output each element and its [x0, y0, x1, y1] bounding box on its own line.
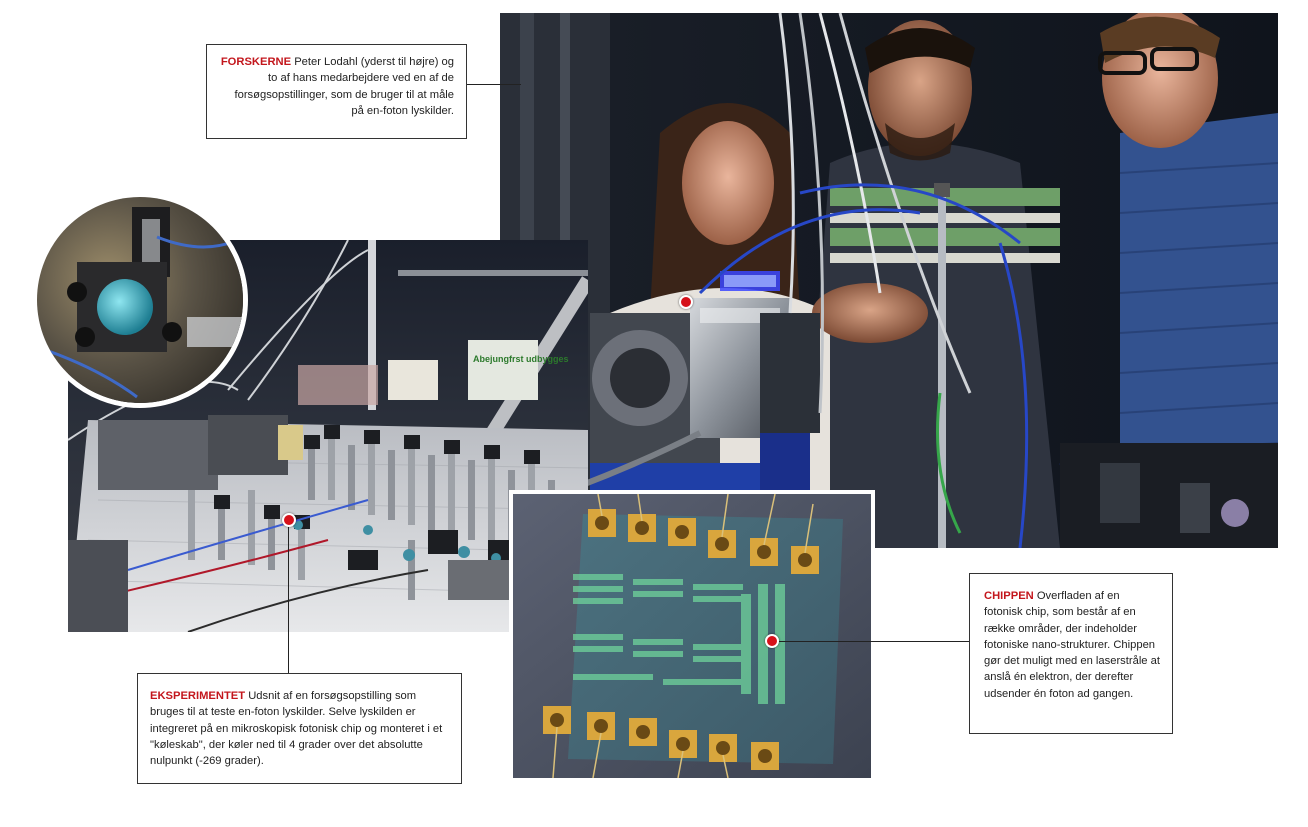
caption-forskerne — [206, 44, 467, 139]
caption-eksperimentet-heading: EKSPERIMENTET — [150, 690, 246, 702]
caption-forskerne-heading: FORSKERNE — [220, 56, 292, 68]
lab-sign-text: Abejungfrst udbygges — [473, 354, 569, 364]
marker-chip — [765, 634, 779, 648]
leader-line-forskerne — [467, 84, 521, 85]
leader-line-chippen — [772, 641, 969, 642]
optics-closeup-inset — [32, 192, 248, 408]
caption-chippen — [969, 573, 1173, 734]
leader-line-eksperimentet — [288, 521, 289, 673]
researchers-photo — [500, 13, 1278, 548]
caption-chippen-heading: CHIPPEN — [984, 590, 1034, 602]
marker-experiment — [282, 513, 296, 527]
photonic-chip-photo — [509, 490, 875, 782]
marker-researchers — [679, 295, 693, 309]
caption-eksperimentet — [137, 673, 462, 784]
caption-forskerne-body: Peter Lodahl (yderst til højre) og to af hans medarbejdere ved en af de forsøgsopstillinger, som de bruger til at måle på en-foton lyskilder. — [234, 56, 454, 117]
caption-chippen-body: Overfladen af en fotonisk chip, som består af en række områder, der indeholder fotoniske nano-strukturer. Chippen gør det muligt med en laserstråle at anslå én elektron, der derefter udsender én foton ad gangen. — [984, 590, 1160, 700]
caption-eksperimentet-body: Udsnit af en forsøgsopstilling som bruges til at teste en-foton lyskilder. Selve lyskilden er integreret på en mikroskopisk fotonisk chip og monteret i et "køleskab", der køler ned til 4 grader over det absolutte nulpunkt (-269 grader). — [150, 690, 443, 768]
